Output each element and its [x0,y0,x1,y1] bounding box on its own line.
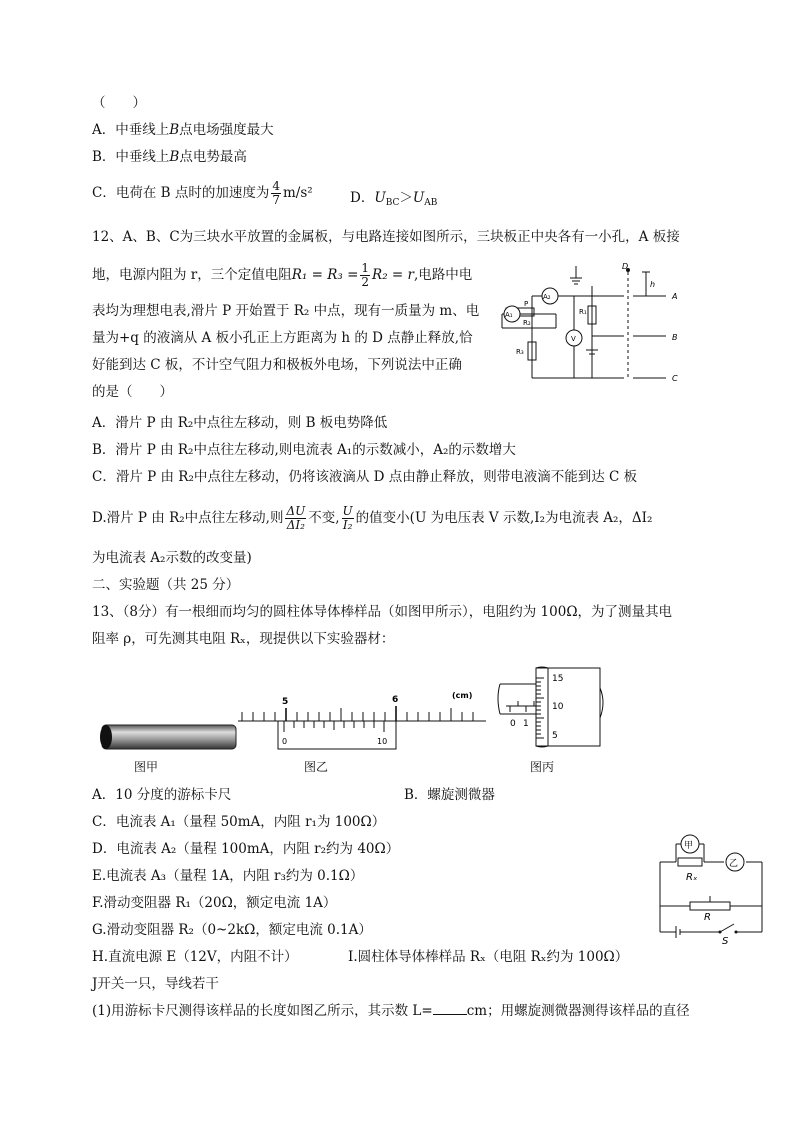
switch-label: S [722,936,729,944]
micrometer-thimble-10: 10 [552,702,564,712]
slider-p-label: P [524,300,529,308]
height-h-label: h [650,280,656,289]
q11-option-c: C．电荷在 B 点时的加速度为 $\frac{4}{7}$ m/s² [92,179,313,207]
micrometer-sleeve-0: 0 [510,719,516,729]
q13-part-1: (1)用游标卡尺测得该样品的长度如图乙所示，其示数 L= cm；用螺旋测微器测得该样品的直径 [92,1003,690,1019]
q11-option-d: D．$U_{BC}>U_{AB}$ [350,190,438,208]
q12-option-d: D.滑片 P 由 R₂中点往左移动,则 $\frac{\Delta U}{\text{ΔI₂}}$ 不变, $\frac{U}{\text{I₂}}$ 的值变小(U 为电压表 V 示数,I₂为电流表 A₂，ΔI₂ [92,504,653,532]
ammeter-a2-label: A₂ [543,293,551,301]
q13-item-f: F.滑动变阻器 R₁（20Ω，额定电流 1A） [92,895,337,911]
fraction: $\frac{U}{\text{I₂}}$ [342,504,353,532]
q13-item-b: B．螺旋测微器 [404,787,495,803]
micrometer-figure [496,666,608,750]
micrometer-sleeve-1: 1 [523,719,529,729]
q13-item-i: I.圆柱体导体棒样品 Rₓ（电阻 Rₓ约为 100Ω） [348,949,629,965]
q12-line-6: 的是（ ） [92,384,173,400]
q11-option-a: A．中垂线上B点电场强度最大 [92,122,274,138]
q12-line-4: 量为+q 的液滴从 A 板小孔正上方距离为 h 的 D 点静止释放,恰 [92,330,473,346]
plate-a-label: A [672,292,678,301]
q12-line-1: 12、A、B、C为三块水平放置的金属板，与电路连接如图所示，三块板正中央各有一小孔，A 板接 [92,229,680,245]
caliper-vernier-0: 0 [282,737,288,746]
plate-c-label: C [672,374,678,383]
caption-bing: 图丙 [530,760,555,774]
caption-yi: 图乙 [304,760,329,774]
meter-jia-label: 甲 [684,841,694,851]
q13-item-g: G.滑动变阻器 R₂（0~2kΩ，额定电流 0.1A） [92,922,372,938]
q13-circuit-figure [650,826,770,944]
q12-option-d-cont: 为电流表 A₂示数的改变量) [92,550,252,566]
caliper-unit: (cm) [452,691,473,700]
q12-line-3: 表均为理想电表,滑片 P 开始置于 R₂ 中点，现有一质量为 m、电 [92,303,480,319]
meter-yi-label: 乙 [729,859,739,869]
q13-item-h: H.直流电源 E（12V，内阻不计） [92,949,298,965]
voltmeter-label: V [571,335,576,343]
answer-blank [433,1002,467,1015]
point-d-label: D [622,262,629,271]
fraction: $\frac{1}{2}$ [361,261,370,289]
q11-option-b: B．中垂线上B点电势最高 [92,149,247,165]
rx-label: Rₓ [686,872,698,883]
q13-item-a: A．10 分度的游标卡尺 [92,787,232,803]
ammeter-a1-label: A₁ [505,311,513,319]
q12-line-2: 地，电源内阻为 r，三个定值电阻R₁ = R₃ = $\frac{1}{2}$ R₂ = r,电路中电 [92,261,473,289]
q13-line-1: 13、（8分）有一根细而均匀的圆柱体导体棒样品（如图甲所示），电阻约为 100Ω，为了测量其电 [92,604,673,620]
q12-circuit-figure [496,262,706,386]
rod-sample-figure [96,722,242,752]
caption-jia: 图甲 [134,760,159,774]
q13-item-d: D．电流表 A₂（量程 100mA，内阻 r₂约为 40Ω） [92,841,400,857]
caliper-vernier-10: 10 [377,737,388,746]
q13-item-c: C．电流表 A₁（量程 50mA，内阻 r₁为 100Ω） [92,814,386,830]
q12-option-c: C．滑片 P 由 R₂中点往左移动，仍将该液滴从 D 点由静止释放，则带电液滴不能到达 C 板 [92,469,638,485]
q12-option-a: A．滑片 P 由 R₂中点往左移动，则 B 板电势降低 [92,415,388,431]
caliper-main-5: 5 [282,697,289,707]
rheostat-label: R [704,912,711,923]
r2-label: R₂ [523,319,531,327]
q12-option-b: B．滑片 P 由 R₂中点往左移动,则电流表 A₁的示数减小，A₂的示数增大 [92,442,516,458]
q13-item-e: E.电流表 A₃（量程 1A，内阻 r₃约为 0.1Ω） [92,868,364,884]
micrometer-thimble-15: 15 [552,674,564,684]
q13-line-2: 阻率 ρ，可先测其电阻 Rₓ，现提供以下实验器材： [92,631,395,647]
q11-paren: （ ） [92,95,146,111]
q13-item-j: J开关一只，导线若干 [92,976,219,992]
fraction: $\frac{4}{7}$ [272,179,280,207]
q12-line-5: 好能到达 C 板，不计空气阻力和极板外电场，下列说法中正确 [92,357,462,373]
section-2-heading: 二、实验题（共 25 分） [92,577,240,593]
vernier-caliper-figure [238,688,486,754]
caliper-main-6: 6 [392,695,399,705]
fraction: $\frac{\Delta U}{\text{ΔI₂}}$ [286,504,306,532]
micrometer-thimble-5: 5 [552,731,558,741]
plate-b-label: B [672,333,678,342]
r3-label: R₃ [516,348,524,356]
r1-label: R₁ [579,308,587,316]
